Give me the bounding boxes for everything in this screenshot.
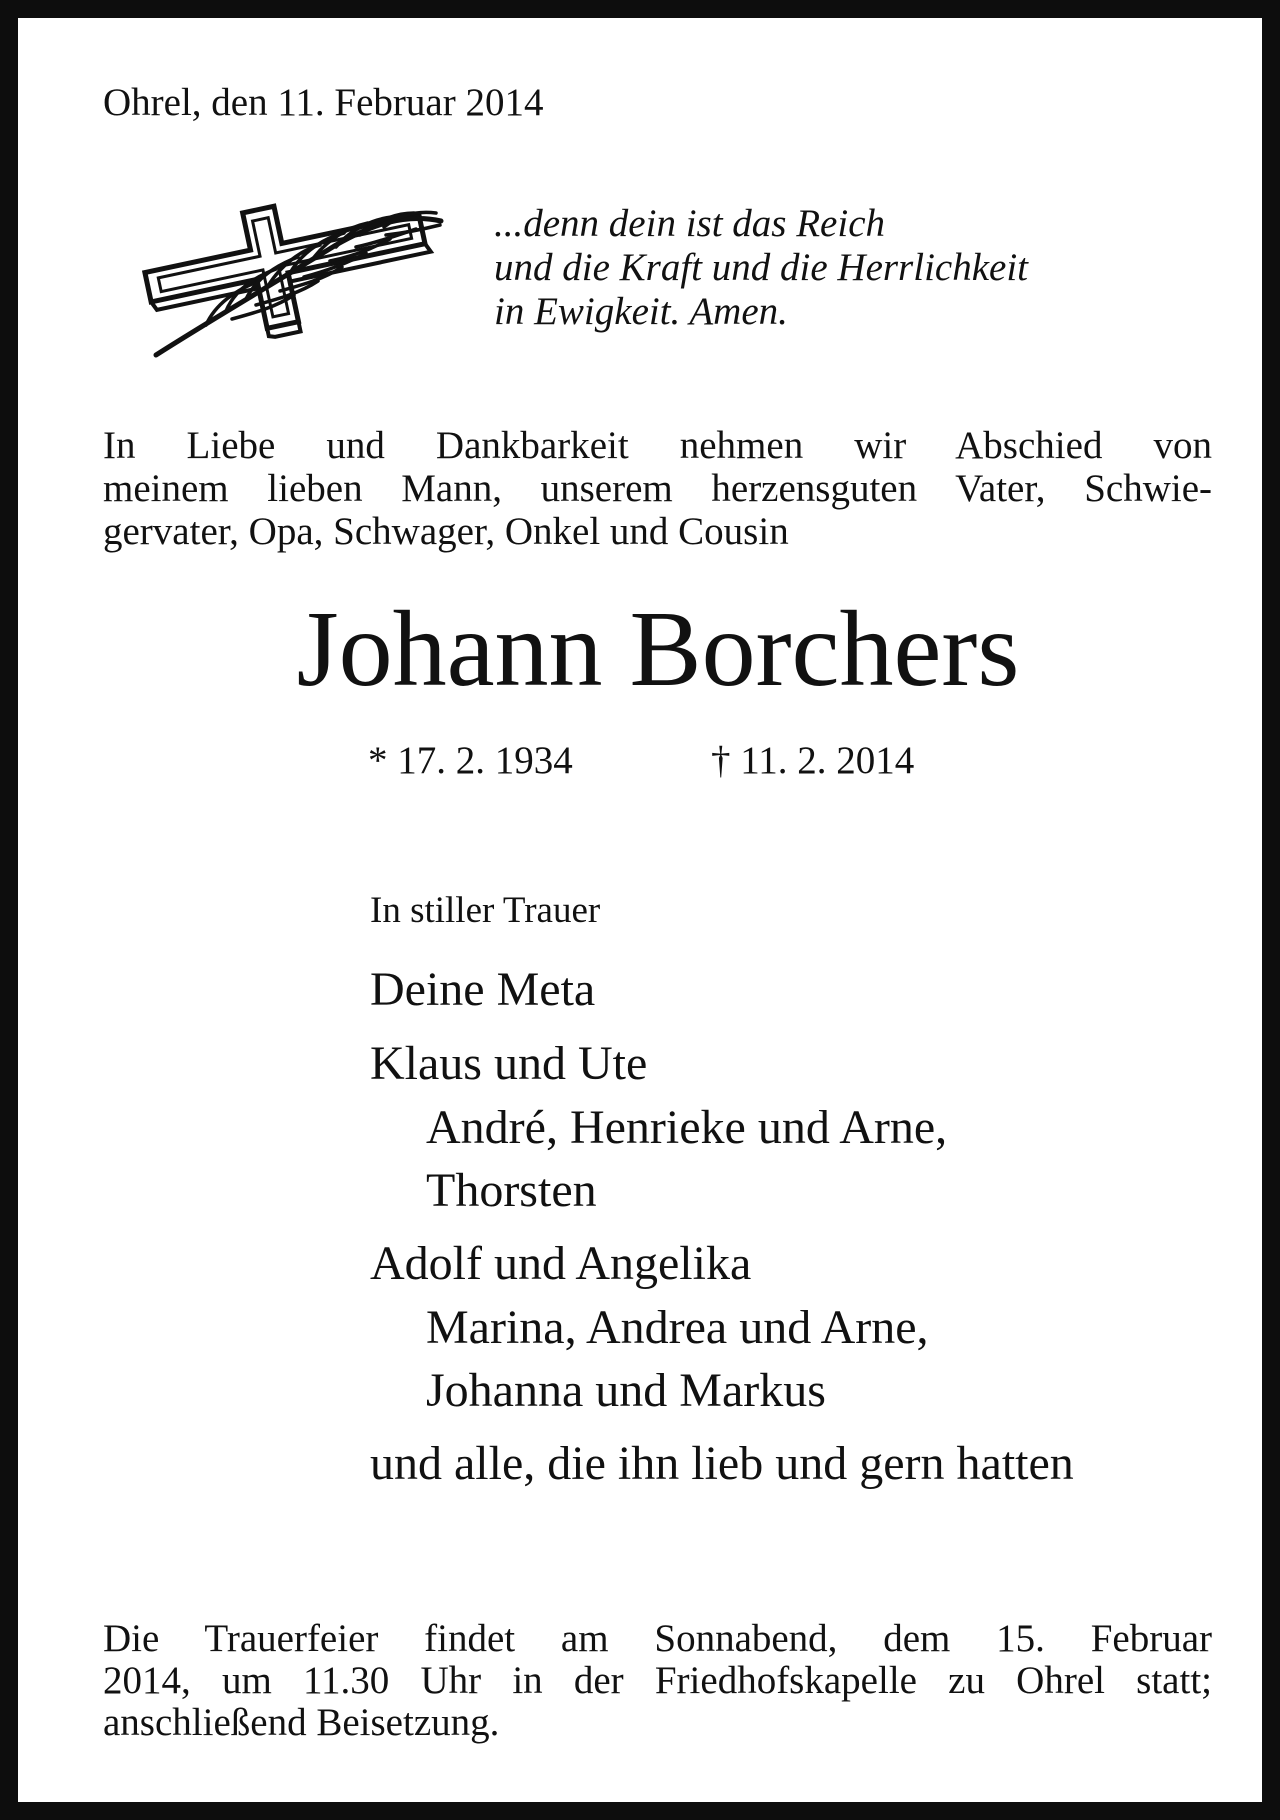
verse-line: ...denn dein ist das Reich — [494, 202, 886, 245]
verse-line: in Ewigkeit. Amen. — [494, 290, 788, 333]
funeral-service-paragraph — [103, 1618, 1212, 1744]
death-date: † 11. 2. 2014 — [711, 739, 915, 782]
mourner-line: und alle, die ihn lieb und gern hatten — [370, 1437, 1074, 1490]
mourner-subline: Marina, Andrea und Arne, — [426, 1301, 929, 1354]
intro-paragraph — [103, 424, 1212, 553]
mourners-list — [370, 888, 1074, 1496]
verse-line: und die Kraft und die Herrlichkeit — [494, 246, 1029, 289]
intro-line: gervater, Opa, Schwager, Onkel und Cousin — [103, 510, 789, 553]
mourner-line: Adolf und Angelika — [370, 1237, 752, 1290]
mourner-subline: Johanna und Markus — [426, 1364, 826, 1417]
intro-line: In Liebe und Dankbarkeit nehmen wir Abschied von — [103, 424, 1212, 467]
birth-date: * 17. 2. 1934 — [368, 739, 573, 782]
mourning-lead: In stiller Trauer — [370, 890, 601, 931]
deceased-name: Johann Borchers — [296, 590, 1020, 709]
intro-line: meinem lieben Mann, unserem herzensguten Vater, Schwie- — [103, 467, 1212, 510]
cross-with-palm-branch-icon — [136, 183, 454, 363]
service-line: anschließend Beisetzung. — [103, 1701, 500, 1744]
place-date: Ohrel, den 11. Februar 2014 — [103, 81, 544, 124]
bible-verse — [494, 202, 1028, 334]
mourner-subline: André, Henrieke und Arne, — [426, 1101, 948, 1154]
service-line: Die Trauerfeier findet am Sonnabend, dem 15. Februar — [103, 1617, 1212, 1660]
mourner-line: Deine Meta — [370, 963, 596, 1016]
mourner-line: Klaus und Ute — [370, 1037, 648, 1090]
mourner-subline: Thorsten — [426, 1164, 597, 1217]
service-line: 2014, um 11.30 Uhr in der Friedhofskapelle zu Ohrel statt; — [103, 1659, 1212, 1702]
